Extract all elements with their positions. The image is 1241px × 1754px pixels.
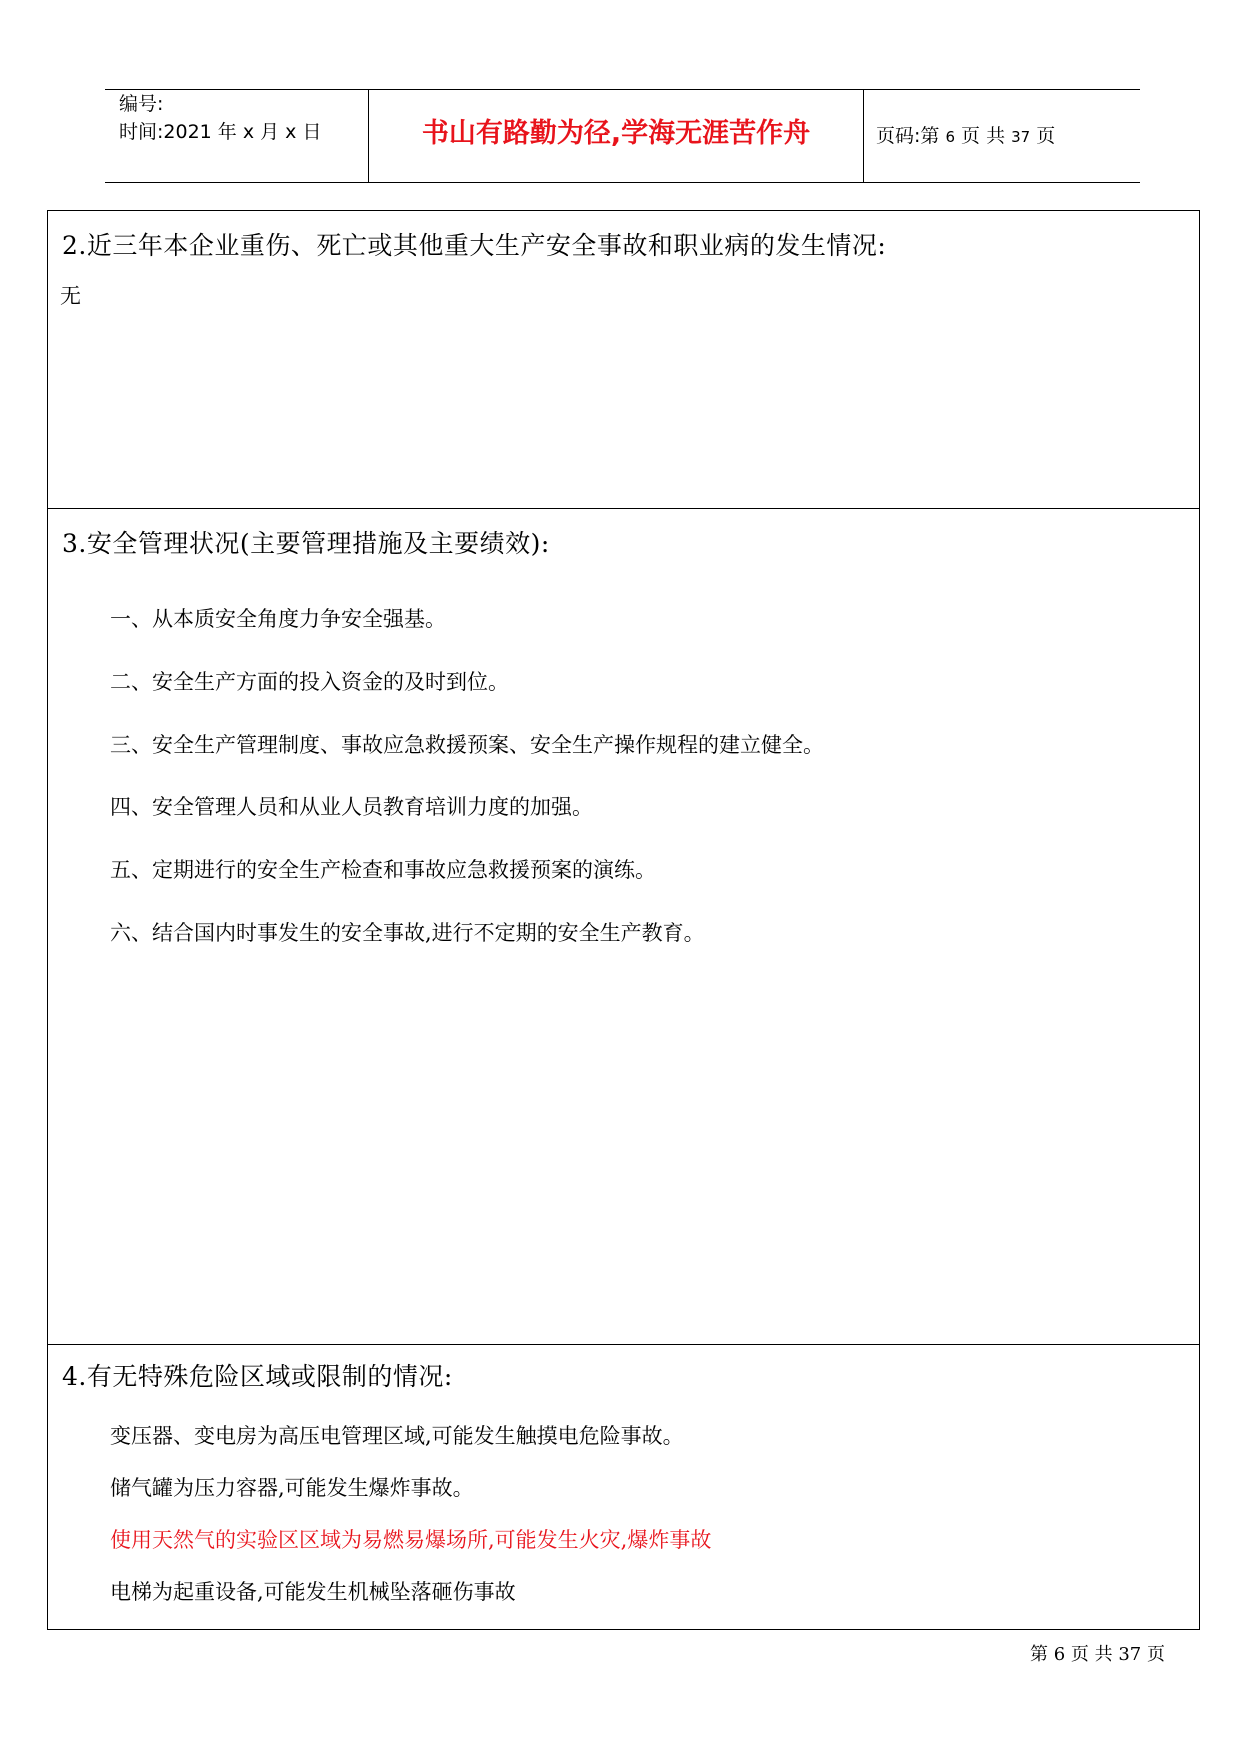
section-safety-management: [48, 509, 1199, 1345]
section-hazard-areas: [48, 1345, 1199, 1629]
page-prefix: 页码:第: [876, 125, 940, 147]
section-title: 3.安全管理状况(主要管理措施及主要绩效):: [62, 529, 550, 558]
section-title: 4.有无特殊危险区域或限制的情况:: [62, 1362, 453, 1391]
content-table: [47, 210, 1200, 1630]
list-item: 四、安全管理人员和从业人员教育培训力度的加强。: [110, 795, 593, 820]
measures-list: [110, 604, 824, 981]
list-item: 一、从本质安全角度力争安全强基。: [110, 607, 446, 631]
list-item-highlighted: 使用天然气的实验区区域为易燃易爆场所,可能发生火灾,爆炸事故: [110, 1528, 712, 1552]
section-title: 2.近三年本企业重伤、死亡或其他重大生产安全事故和职业病的发生情况:: [62, 231, 887, 260]
page-total: 37: [1011, 128, 1031, 146]
page-current: 6: [945, 128, 955, 146]
list-item: 二、安全生产方面的投入资金的及时到位。: [110, 669, 509, 694]
header-meta-cell: [105, 90, 368, 182]
header-motto: 书山有路勤为径,学海无涯苦作舟: [421, 118, 811, 149]
header-page-cell: [864, 90, 1140, 182]
list-item: 电梯为起重设备,可能发生机械坠落砸伤事故: [110, 1580, 516, 1604]
section-answer: 无: [60, 284, 81, 308]
list-item: 三、安全生产管理制度、事故应急救援预案、安全生产操作规程的建立健全。: [110, 732, 824, 757]
page-footer: 第 6 页 共 37 页: [1030, 1644, 1165, 1665]
header-motto-cell: [368, 90, 864, 182]
section-accidents: [48, 211, 1199, 509]
page-suffix: 页: [1036, 125, 1056, 147]
document-time-label: 时间:2021 年 x 月 x 日: [119, 121, 322, 143]
list-item: 变压器、变电房为高压电管理区域,可能发生触摸电危险事故。: [110, 1424, 684, 1448]
document-code-label: 编号:: [119, 93, 164, 115]
list-item: 五、定期进行的安全生产检查和事故应急救援预案的演练。: [110, 858, 656, 883]
list-item: 储气罐为压力容器,可能发生爆炸事故。: [110, 1476, 474, 1500]
header-page-number: [876, 121, 1055, 152]
page-header: [105, 89, 1140, 183]
hazards-list: [110, 1421, 711, 1629]
list-item: 六、结合国内时事发生的安全事故,进行不定期的安全生产教育。: [110, 920, 705, 945]
page-middle: 页 共: [961, 125, 1006, 147]
